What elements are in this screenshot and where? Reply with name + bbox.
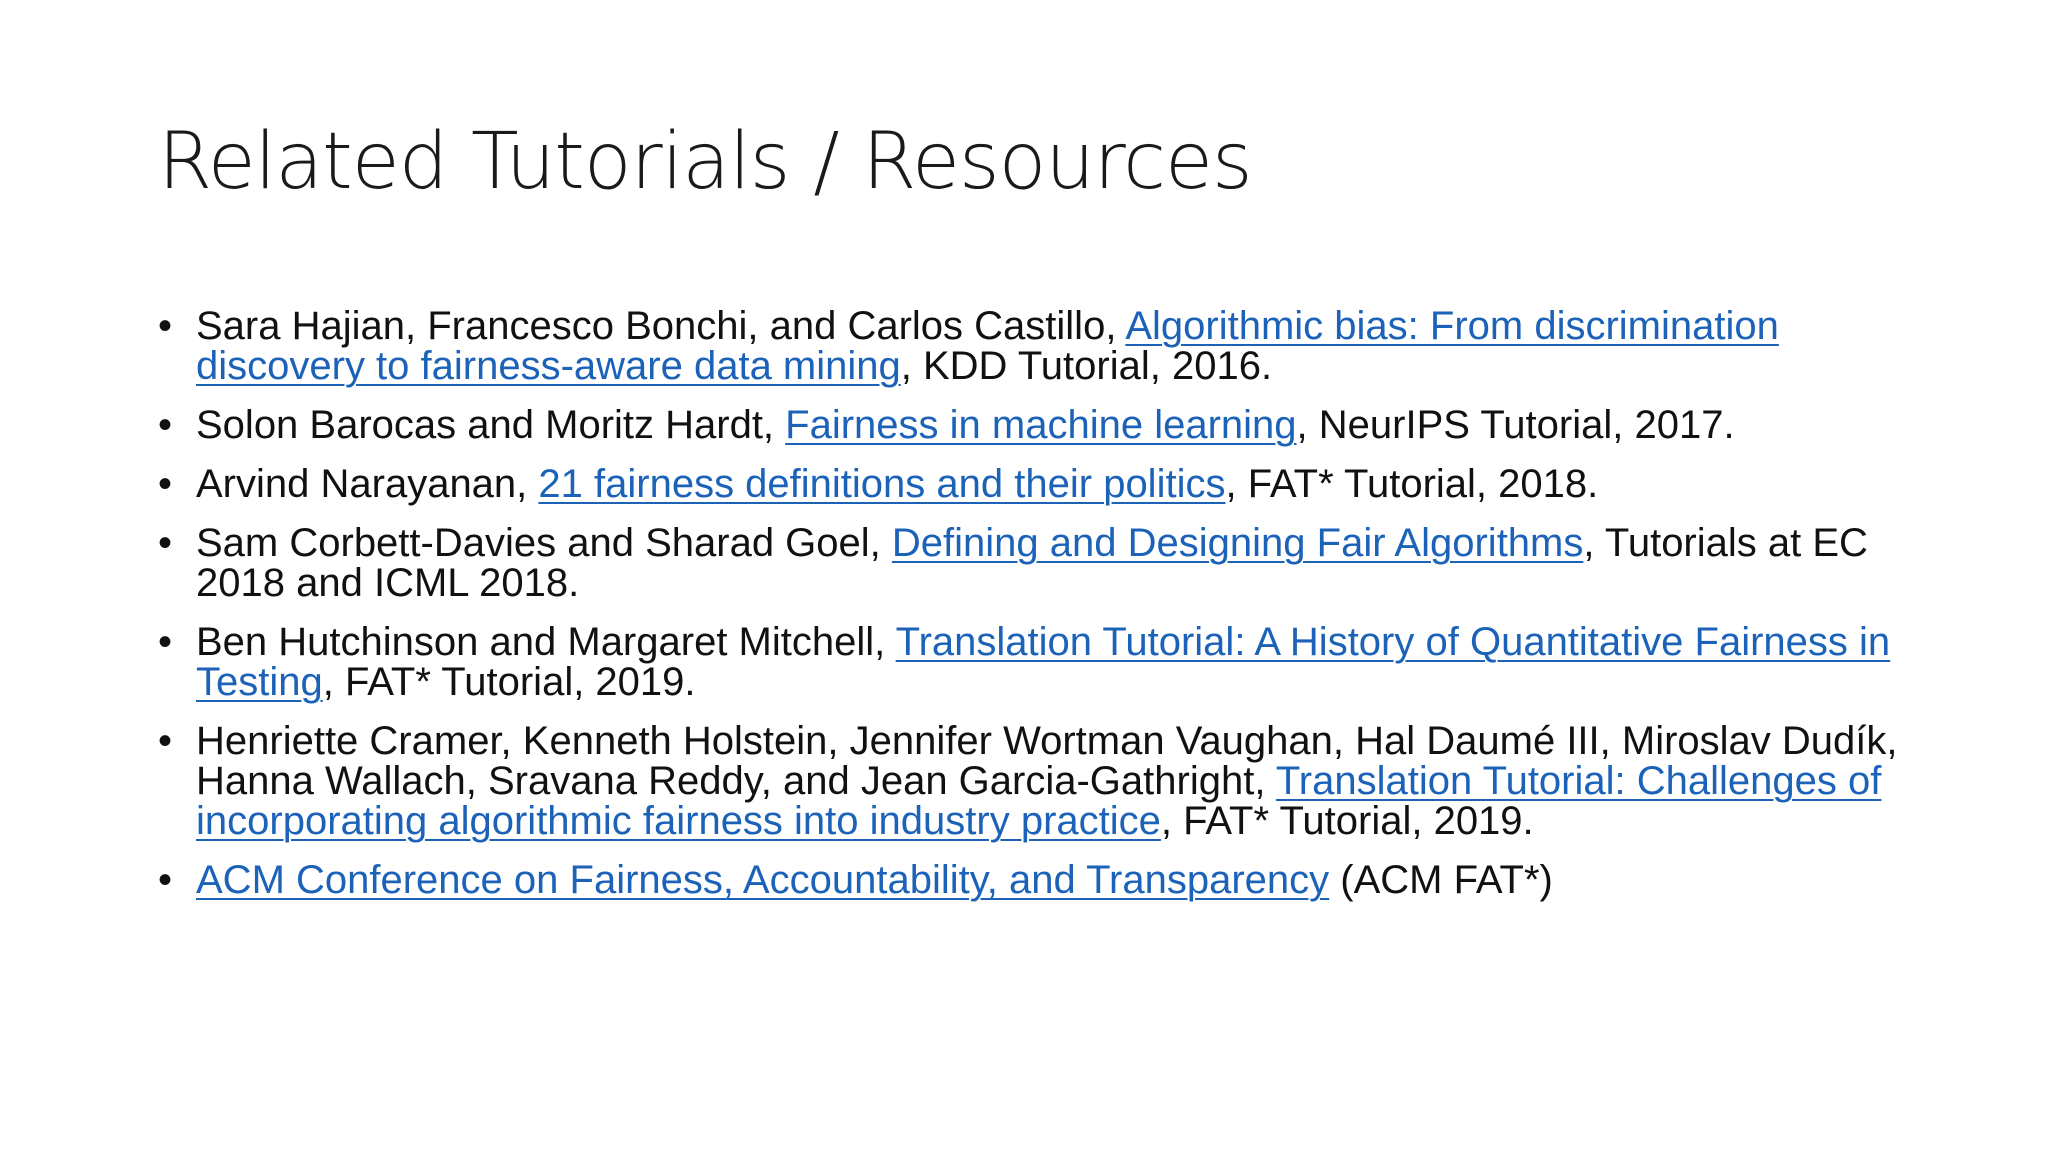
item-authors: Sara Hajian, Francesco Bonchi, and Carlos Castillo, (196, 304, 1126, 348)
link-algorithmic-bias[interactable]: Algorithmic bias: From discrimination discovery to fairness-aware data mining (196, 304, 1779, 388)
item-authors: Arvind Narayanan, (196, 462, 539, 506)
item-venue: , KDD Tutorial, 2016. (900, 344, 1273, 388)
bullet-icon: • (158, 462, 173, 506)
resource-list (158, 306, 1918, 919)
item-venue: , FAT* Tutorial, 2019. (1160, 799, 1534, 843)
item-venue: , NeurIPS Tutorial, 2017. (1296, 403, 1735, 447)
list-item-hajian (158, 306, 1918, 386)
link-21-definitions[interactable]: 21 fairness definitions and their politics (538, 462, 1226, 506)
item-venue: , Tutorials at EC 2018 and ICML 2018. (196, 521, 1868, 605)
bullet-icon: • (158, 719, 173, 763)
slide-title: Related Tutorials / Resources (158, 117, 1252, 207)
item-venue: , FAT* Tutorial, 2018. (1225, 462, 1599, 506)
link-acm-fat-conference[interactable]: ACM Conference on Fairness, Accountability, and Transparency (196, 858, 1330, 902)
bullet-icon: • (158, 521, 173, 565)
link-defining-fair-algorithms[interactable]: Defining and Designing Fair Algorithms (891, 521, 1584, 565)
bullet-icon: • (158, 620, 173, 664)
link-fairness-in-ml[interactable]: Fairness in machine learning (785, 403, 1297, 447)
list-item-corbett-davies (158, 523, 1918, 603)
link-challenges-industry-practice[interactable]: Translation Tutorial: Challenges of incorporating algorithmic fairness into industry practice (196, 759, 1882, 843)
item-authors: Henriette Cramer, Kenneth Holstein, Jennifer Wortman Vaughan, Hal Daumé III, Miroslav Dudík, Hanna Wallach, Sravana Reddy, and Jean Garcia-Gathright, (196, 719, 1898, 803)
item-authors: Sam Corbett-Davies and Sharad Goel, (196, 521, 892, 565)
bullet-icon: • (158, 304, 173, 348)
list-item-acm-fat (158, 860, 1918, 900)
list-item-cramer (158, 721, 1918, 841)
list-item-narayanan (158, 464, 1918, 504)
item-venue: , FAT* Tutorial, 2019. (322, 660, 696, 704)
item-authors: Ben Hutchinson and Margaret Mitchell, (196, 620, 896, 664)
item-authors: Solon Barocas and Moritz Hardt, (196, 403, 786, 447)
list-item-barocas (158, 405, 1918, 445)
bullet-icon: • (158, 858, 173, 902)
list-item-hutchinson (158, 622, 1918, 702)
link-history-fairness-testing[interactable]: Translation Tutorial: A History of Quantitative Fairness in Testing (196, 620, 1891, 704)
item-venue: (ACM FAT*) (1329, 858, 1553, 902)
bullet-icon: • (158, 403, 173, 447)
